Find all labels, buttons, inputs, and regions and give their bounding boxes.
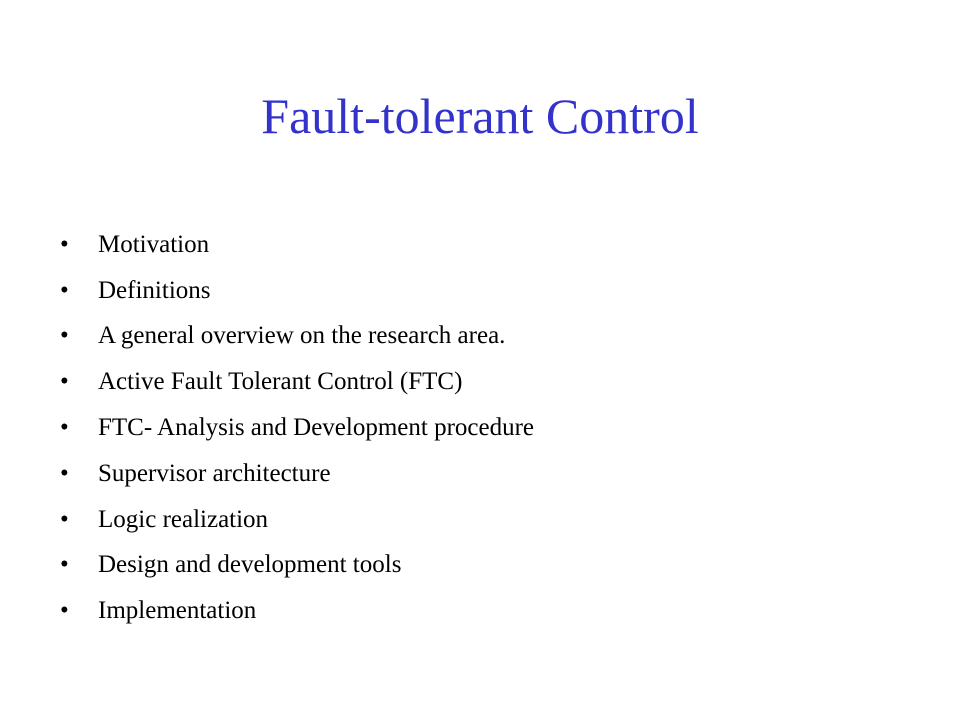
bullet-icon: •	[60, 230, 69, 258]
bullet-icon: •	[60, 459, 69, 487]
bullet-icon: •	[60, 276, 69, 304]
bullet-icon: •	[60, 597, 69, 625]
bullet-item-supervisor-architecture	[60, 451, 534, 497]
bullet-text: Logic realization	[98, 505, 269, 533]
bullet-icon: •	[60, 414, 69, 442]
bullet-icon: •	[60, 551, 69, 579]
bullet-text: Active Fault Tolerant Control (FTC)	[98, 368, 463, 396]
bullet-item-motivation	[60, 222, 534, 268]
bullet-icon: •	[60, 322, 69, 350]
bullet-list	[60, 222, 534, 634]
bullet-icon: •	[60, 368, 69, 396]
slide-title: Fault-tolerant Control	[261, 88, 699, 144]
bullet-item-definitions	[60, 268, 534, 314]
bullet-text: Design and development tools	[98, 551, 402, 579]
bullet-text: FTC- Analysis and Development procedure	[98, 414, 535, 442]
bullet-text: Definitions	[98, 276, 211, 304]
bullet-text: Implementation	[98, 597, 257, 625]
bullet-item-logic-realization	[60, 497, 534, 543]
bullet-item-design-tools	[60, 543, 534, 589]
bullet-text: A general overview on the research area.	[98, 322, 506, 350]
bullet-item-active-ftc	[60, 359, 534, 405]
bullet-item-ftc-analysis	[60, 405, 534, 451]
bullet-icon: •	[60, 505, 69, 533]
bullet-item-general-overview	[60, 314, 534, 360]
bullet-item-implementation	[60, 588, 534, 634]
bullet-text: Supervisor architecture	[98, 459, 331, 487]
bullet-text: Motivation	[98, 230, 210, 258]
